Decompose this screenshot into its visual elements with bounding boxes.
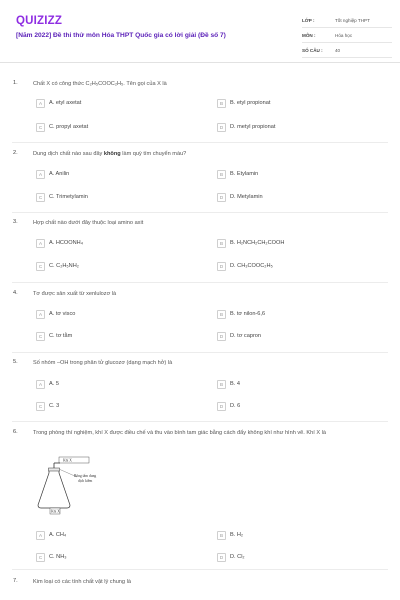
option-a[interactable] [36,379,59,389]
question-divider [12,352,388,353]
question-divider [12,212,388,213]
option-b[interactable] [217,309,265,319]
option-text: B. etyl propionat [230,100,271,106]
question-divider [12,282,388,283]
meta-row-class [302,13,392,28]
meta-value: Hóa học [335,32,353,38]
option-text: A. 5 [49,381,59,387]
question-text [33,150,393,158]
question-divider [12,421,388,422]
option-letter-badge: A [36,310,45,319]
option-b[interactable] [217,98,270,108]
question-number: 1. [13,80,18,86]
option-a[interactable] [36,98,81,108]
question-text-emphasis: không [103,151,121,157]
option-text: B. Etylamin [230,171,259,177]
erlenmeyer-flask [38,469,70,508]
option-text: A. HCOONH₄ [49,240,83,246]
question-text-part: làm quỳ tím chuyển màu? [120,151,187,157]
question-text: Chất X có công thức C₂H₅COOC₂H₅. Tên gọi của X là [33,81,167,87]
question-number: 7. [13,578,18,584]
option-text: C. NH₃ [49,554,67,560]
option-b[interactable] [217,169,258,179]
option-b[interactable] [217,530,243,540]
cotton-label-line2: dịch kiềm [78,479,93,483]
option-text: A. CH₄ [49,532,67,538]
option-letter-badge: C [36,553,45,562]
option-letter-badge: D [217,123,226,132]
option-letter-badge: A [36,531,45,540]
question-text: Hợp chất nào dưới đây thuộc loại amino axit [33,220,144,226]
meta-key: MÔN : [302,32,316,38]
option-letter-badge: D [217,262,226,271]
option-d[interactable] [217,261,273,271]
gas-label-top: Khí X [63,458,72,463]
worksheet-header [0,0,400,62]
option-c[interactable] [36,192,88,202]
option-letter-badge: C [36,123,45,132]
option-letter-badge: B [217,170,226,179]
cotton-plug [49,468,60,471]
option-text: D. Cl₂ [230,554,245,560]
option-d[interactable] [217,122,275,132]
option-letter-badge: C [36,262,45,271]
option-letter-badge: B [217,531,226,540]
option-letter-badge: B [217,99,226,108]
option-c[interactable] [36,552,67,562]
meta-row-subject [302,28,392,43]
meta-row-count [302,43,392,58]
gas-collection-diagram [32,455,122,517]
question-text-part: Dung dịch chất nào sau đây [33,151,104,157]
cotton-label-line1: Bông tẩm dung [74,474,97,478]
option-letter-badge: C [36,193,45,202]
option-text: D. metyl propionat [230,124,276,130]
question-text: Tơ được sản xuất từ xenlulozơ là [33,291,117,297]
meta-value: 40 [335,47,341,53]
option-text: B. 4 [230,381,240,387]
option-letter-badge: B [217,239,226,248]
header-divider [0,62,400,63]
question-divider [12,569,388,570]
option-letter-badge: A [36,380,45,389]
question-number: 2. [13,150,18,156]
option-text: A. Anilin [49,171,70,177]
gas-label-bottom: Khí X [51,509,60,514]
option-b[interactable] [217,379,240,389]
question-number: 5. [13,359,18,365]
option-d[interactable] [217,552,245,562]
option-a[interactable] [36,169,69,179]
option-text: B. H₂NCH₂CH₂COOH [230,240,285,246]
quizizz-logo: QUIZIZZ [16,15,63,27]
question-text: Kim loại có các tính chất vật lý chung là [33,579,131,585]
meta-value: Tốt nghiệp THPT [335,17,370,23]
option-a[interactable] [36,309,75,319]
option-letter-badge: D [217,332,226,341]
option-text: D. tơ capron [230,333,262,339]
option-text: B. tơ nilon-6,6 [230,311,266,317]
option-text: D. CH₃COOC₂H₅ [230,263,273,269]
question-number: 6. [13,429,18,435]
option-letter-badge: C [36,332,45,341]
option-letter-badge: B [217,380,226,389]
option-text: D. 6 [230,403,241,409]
option-text: A. etyl axetat [49,100,82,106]
option-text: C. C₂H₅NH₂ [49,263,79,269]
worksheet-title: [Năm 2022] Đề thi thử môn Hóa THPT Quốc gia có lời giải (Đề số 7) [16,32,226,39]
option-text: B. H₂ [230,532,244,538]
option-a[interactable] [36,238,83,248]
option-letter-badge: A [36,99,45,108]
option-a[interactable] [36,530,66,540]
option-text: C. tơ tằm [49,333,73,339]
option-c[interactable] [36,331,72,341]
option-letter-badge: D [217,553,226,562]
option-text: C. Trimetylamin [49,194,88,200]
option-d[interactable] [217,401,240,411]
question-number: 3. [13,219,18,225]
question-divider [12,142,388,143]
option-d[interactable] [217,331,261,341]
option-b[interactable] [217,238,284,248]
option-c[interactable] [36,261,79,271]
option-text: A. tơ visco [49,311,76,317]
meta-key: SỐ CÂU : [302,47,323,53]
option-d[interactable] [217,192,263,202]
question-text: Trong phòng thí nghiệm, khí X được điều chế và thu vào bình tam giác bằng cách đẩy không khí như hình vẽ. Khí X là [33,430,326,436]
option-letter-badge: D [217,193,226,202]
option-letter-badge: A [36,170,45,179]
option-text: C. propyl axetat [49,124,89,130]
option-text: C. 3 [49,403,60,409]
option-c[interactable] [36,401,59,411]
option-letter-badge: D [217,402,226,411]
option-text: D. Metylamin [230,194,263,200]
option-letter-badge: B [217,310,226,319]
question-number: 4. [13,290,18,296]
option-letter-badge: A [36,239,45,248]
worksheet-meta [302,13,392,58]
meta-key: LỚP : [302,17,315,23]
option-letter-badge: C [36,402,45,411]
option-c[interactable] [36,122,88,132]
question-text: Số nhóm –OH trong phân tử glucozơ (dạng mạch hở) là [33,360,173,366]
